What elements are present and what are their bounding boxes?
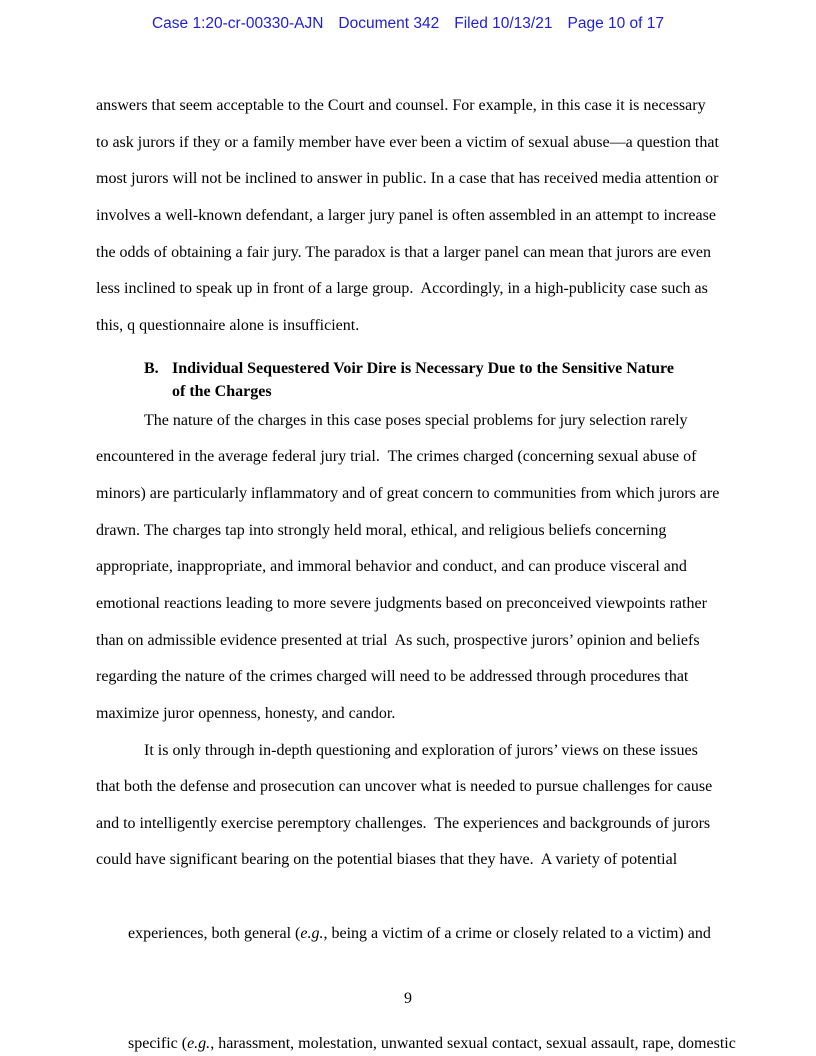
stamp-page-count: Page 10 of 17 <box>567 15 665 32</box>
stamp-filed-date: Filed 10/13/21 <box>454 15 553 32</box>
italic-text-segment: e.g. <box>300 924 324 942</box>
text-line: It is only through in-depth questioning and exploration of jurors’ views on these issues <box>144 741 698 759</box>
text-line: could have significant bearing on the potential biases that they have. A variety of potential <box>96 851 678 869</box>
paragraph-2 <box>96 403 730 733</box>
text-line: maximize juror openness, honesty, and candor. <box>96 704 396 722</box>
heading-line: Individual Sequestered Voir Dire is Necessary Due to the Sensitive Nature <box>172 359 674 377</box>
case-stamp <box>0 15 816 33</box>
text-segment: specific ( <box>128 1034 188 1052</box>
text-line: regarding the nature of the crimes charged will need to be addressed through procedures that <box>96 668 689 686</box>
text-line: to ask jurors if they or a family member have ever been a victim of sexual abuse—a question that <box>96 133 719 151</box>
text-line: drawn. The charges tap into strongly held moral, ethical, and religious beliefs concerning <box>96 521 667 539</box>
text-line: encountered in the average federal jury trial. The crimes charged (concerning sexual abuse of <box>96 448 697 466</box>
page-number: 9 <box>404 990 412 1007</box>
text-line: The nature of the charges in this case poses special problems for jury selection rarely <box>144 411 688 429</box>
text-line: minors) are particularly inflammatory and of great concern to communities from which jurors are <box>96 484 720 502</box>
text-line: the odds of obtaining a fair jury. The paradox is that a larger panel can mean that jurors are even <box>96 243 712 261</box>
text-line: that both the defense and prosecution can uncover what is needed to pursue challenges for cause <box>96 778 713 796</box>
paragraph-1 <box>96 88 730 345</box>
text-line: appropriate, inappropriate, and immoral behavior and conduct, and can produce visceral and <box>96 558 687 576</box>
text-line <box>96 879 730 989</box>
stamp-document-number: Document 342 <box>338 15 440 32</box>
heading-line: of the Charges <box>172 382 272 400</box>
section-heading-b <box>144 357 730 403</box>
text-line: and to intelligently exercise peremptory challenges. The experiences and backgrounds of jurors <box>96 814 711 832</box>
section-heading-label: B. <box>144 359 159 377</box>
text-line: less inclined to speak up in front of a large group. Accordingly, in a high-publicity case such as <box>96 280 708 298</box>
text-line: emotional reactions leading to more severe judgments based on preconceived viewpoints rather <box>96 594 707 612</box>
text-line: answers that seem acceptable to the Court and counsel. For example, in this case it is necessary <box>96 97 706 114</box>
italic-text-segment: e.g. <box>187 1034 211 1052</box>
stamp-case-number: Case 1:20-cr-00330-AJN <box>151 15 324 32</box>
text-line: involves a well-known defendant, a larger jury panel is often assembled in an attempt to increase <box>96 206 716 224</box>
document-body <box>96 88 736 1056</box>
text-line: this, q questionnaire alone is insufficient. <box>96 316 360 334</box>
section-heading-text <box>172 357 674 403</box>
text-line: most jurors will not be inclined to answer in public. In a case that has received media attention or <box>96 170 719 188</box>
text-segment: experiences, both general ( <box>128 924 301 942</box>
text-line: than on admissible evidence presented at trial As such, prospective jurors’ opinion and beliefs <box>96 631 700 649</box>
text-segment: , harassment, molestation, unwanted sexual contact, sexual assault, rape, domestic <box>210 1034 736 1052</box>
text-segment: , being a victim of a crime or closely related to a victim) and <box>323 924 711 942</box>
